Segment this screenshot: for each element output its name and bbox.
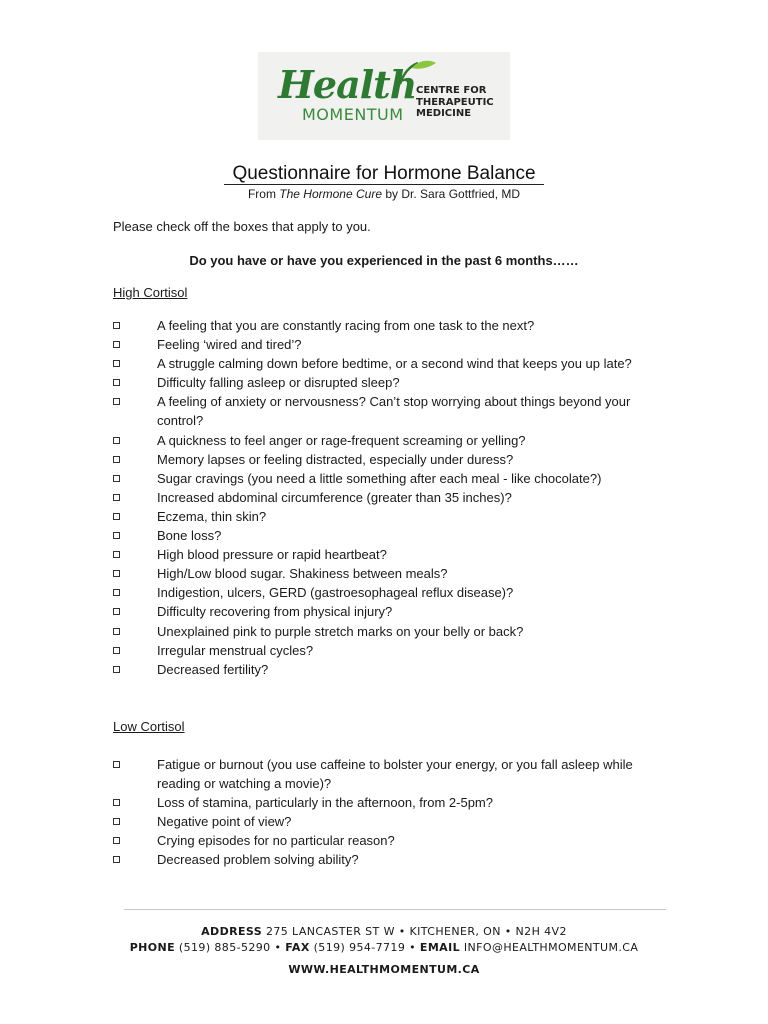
checklist-item-text: High blood pressure or rapid heartbeat? (157, 547, 387, 563)
checklist-item (113, 526, 653, 545)
checkbox[interactable] (113, 818, 120, 825)
checklist-item (113, 641, 653, 660)
checklist-item-text: Loss of stamina, particularly in the afternoon, from 2-5pm? (157, 795, 493, 811)
checklist-item-text: A feeling of anxiety or nervousness? Can’t stop worrying about things beyond your control? (157, 394, 631, 429)
checklist-item (113, 755, 653, 793)
checklist-item (113, 316, 653, 335)
checkbox[interactable] (113, 513, 120, 520)
checklist-item (113, 469, 653, 488)
checkbox[interactable] (113, 456, 120, 463)
checkbox[interactable] (113, 666, 120, 673)
checkbox[interactable] (113, 341, 120, 348)
checkbox[interactable] (113, 856, 120, 863)
checkbox[interactable] (113, 570, 120, 577)
health-momentum-logo (258, 52, 510, 140)
checklist-item-text: High/Low blood sugar. Shakiness between meals? (157, 566, 448, 582)
checklist-item-text: A struggle calming down before bedtime, or a second wind that keeps you up late? (157, 356, 632, 372)
checkbox[interactable] (113, 608, 120, 615)
checklist-item (113, 622, 653, 641)
checkbox[interactable] (113, 475, 120, 482)
checklist-item (113, 488, 653, 507)
checklist-item-text: Sugar cravings (you need a little something after each meal - like chocolate?) (157, 470, 602, 486)
checklist-item (113, 373, 653, 392)
checklist-item (113, 431, 653, 450)
checklist-item-text: Irregular menstrual cycles? (157, 642, 314, 658)
main-question: Do you have or have you experienced in the past 6 months…… (189, 253, 579, 268)
checkbox[interactable] (113, 532, 120, 539)
checklist-item-text: Negative point of view? (157, 814, 292, 830)
page-title: Questionnaire for Hormone Balance (232, 163, 536, 184)
checklist-item (113, 335, 653, 354)
checkbox[interactable] (113, 647, 120, 654)
checkbox[interactable] (113, 437, 120, 444)
checklist-item-text: Feeling ‘wired and tired’? (157, 337, 302, 353)
checklist-item (113, 660, 653, 679)
footer-contact: PHONE (519) 885-5290 • FAX (519) 954-7719 • EMAIL INFO@HEALTHMOMENTUM.CA (129, 941, 639, 954)
checklist-item-text: Unexplained pink to purple stretch marks on your belly or back? (157, 623, 524, 639)
checkbox[interactable] (113, 379, 120, 386)
checkbox[interactable] (113, 837, 120, 844)
checklist-item-text: Difficulty recovering from physical injury? (157, 604, 393, 620)
checklist-item (113, 392, 653, 430)
checkbox[interactable] (113, 322, 120, 329)
checklist-item-text: Decreased fertility? (157, 661, 269, 677)
footer-divider (124, 909, 666, 910)
checklist-item-text: Decreased problem solving ability? (157, 852, 359, 868)
checklist-item (113, 793, 653, 812)
checklist-item (113, 850, 653, 869)
checklist-item-text: Memory lapses or feeling distracted, especially under duress? (157, 451, 514, 467)
checklist-item-text: A feeling that you are constantly racing from one task to the next? (157, 318, 535, 333)
checkbox[interactable] (113, 589, 120, 596)
checklist-item (113, 507, 653, 526)
instructions: Please check off the boxes that apply to you. (113, 219, 371, 234)
checkbox[interactable] (113, 761, 120, 768)
checklist-item (113, 450, 653, 469)
checklist-item (113, 831, 653, 850)
checklist-item-text: Eczema, thin skin? (157, 508, 267, 524)
checklist-item (113, 545, 653, 564)
checklist-item-text: Indigestion, ulcers, GERD (gastroesophageal reflux disease)? (157, 585, 514, 601)
low-cortisol-list (113, 755, 653, 870)
high-cortisol-list (113, 316, 653, 679)
checklist-item (113, 583, 653, 602)
subtitle-prefix: From (247, 187, 280, 201)
footer-website[interactable]: WWW.HEALTHMOMENTUM.CA (288, 963, 480, 976)
checkbox[interactable] (113, 398, 120, 405)
checklist-item-text: Increased abdominal circumference (greater than 35 inches)? (157, 489, 512, 505)
checkbox[interactable] (113, 799, 120, 806)
book-title: The Hormone Cure (279, 187, 382, 201)
checkbox[interactable] (113, 360, 120, 367)
checklist-item (113, 564, 653, 583)
subtitle (224, 184, 544, 201)
footer-address: ADDRESS 275 LANCASTER ST W • KITCHENER, ON • N2H 4V2 (201, 925, 567, 938)
logo-centre-text: CENTRE FOR THERAPEUTIC MEDICINE (416, 85, 494, 119)
checklist-item-text: Fatigue or burnout (you use caffeine to bolster your energy, or you fall asleep while reading or watching a movie)? (157, 757, 633, 792)
checkbox[interactable] (113, 628, 120, 635)
checklist-item-text: Bone loss? (157, 528, 222, 544)
checklist-item-text: Crying episodes for no particular reason? (157, 833, 395, 849)
checkbox[interactable] (113, 494, 120, 501)
section-heading-low-cortisol: Low Cortisol (113, 719, 185, 734)
section-heading-high-cortisol: High Cortisol (113, 285, 188, 300)
checklist-item-text: A quickness to feel anger or rage-frequent screaming or yelling? (157, 432, 526, 448)
checkbox[interactable] (113, 551, 120, 558)
subtitle-suffix: by Dr. Sara Gottfried, MD (382, 187, 521, 201)
checklist-item-text: Difficulty falling asleep or disrupted sleep? (157, 375, 400, 391)
checklist-item (113, 812, 653, 831)
checklist-item (113, 354, 653, 373)
leaf-icon (398, 60, 438, 86)
logo-health-text: Health (278, 62, 417, 107)
checklist-item (113, 602, 653, 621)
logo-momentum-text: MOMENTUM (302, 105, 404, 124)
